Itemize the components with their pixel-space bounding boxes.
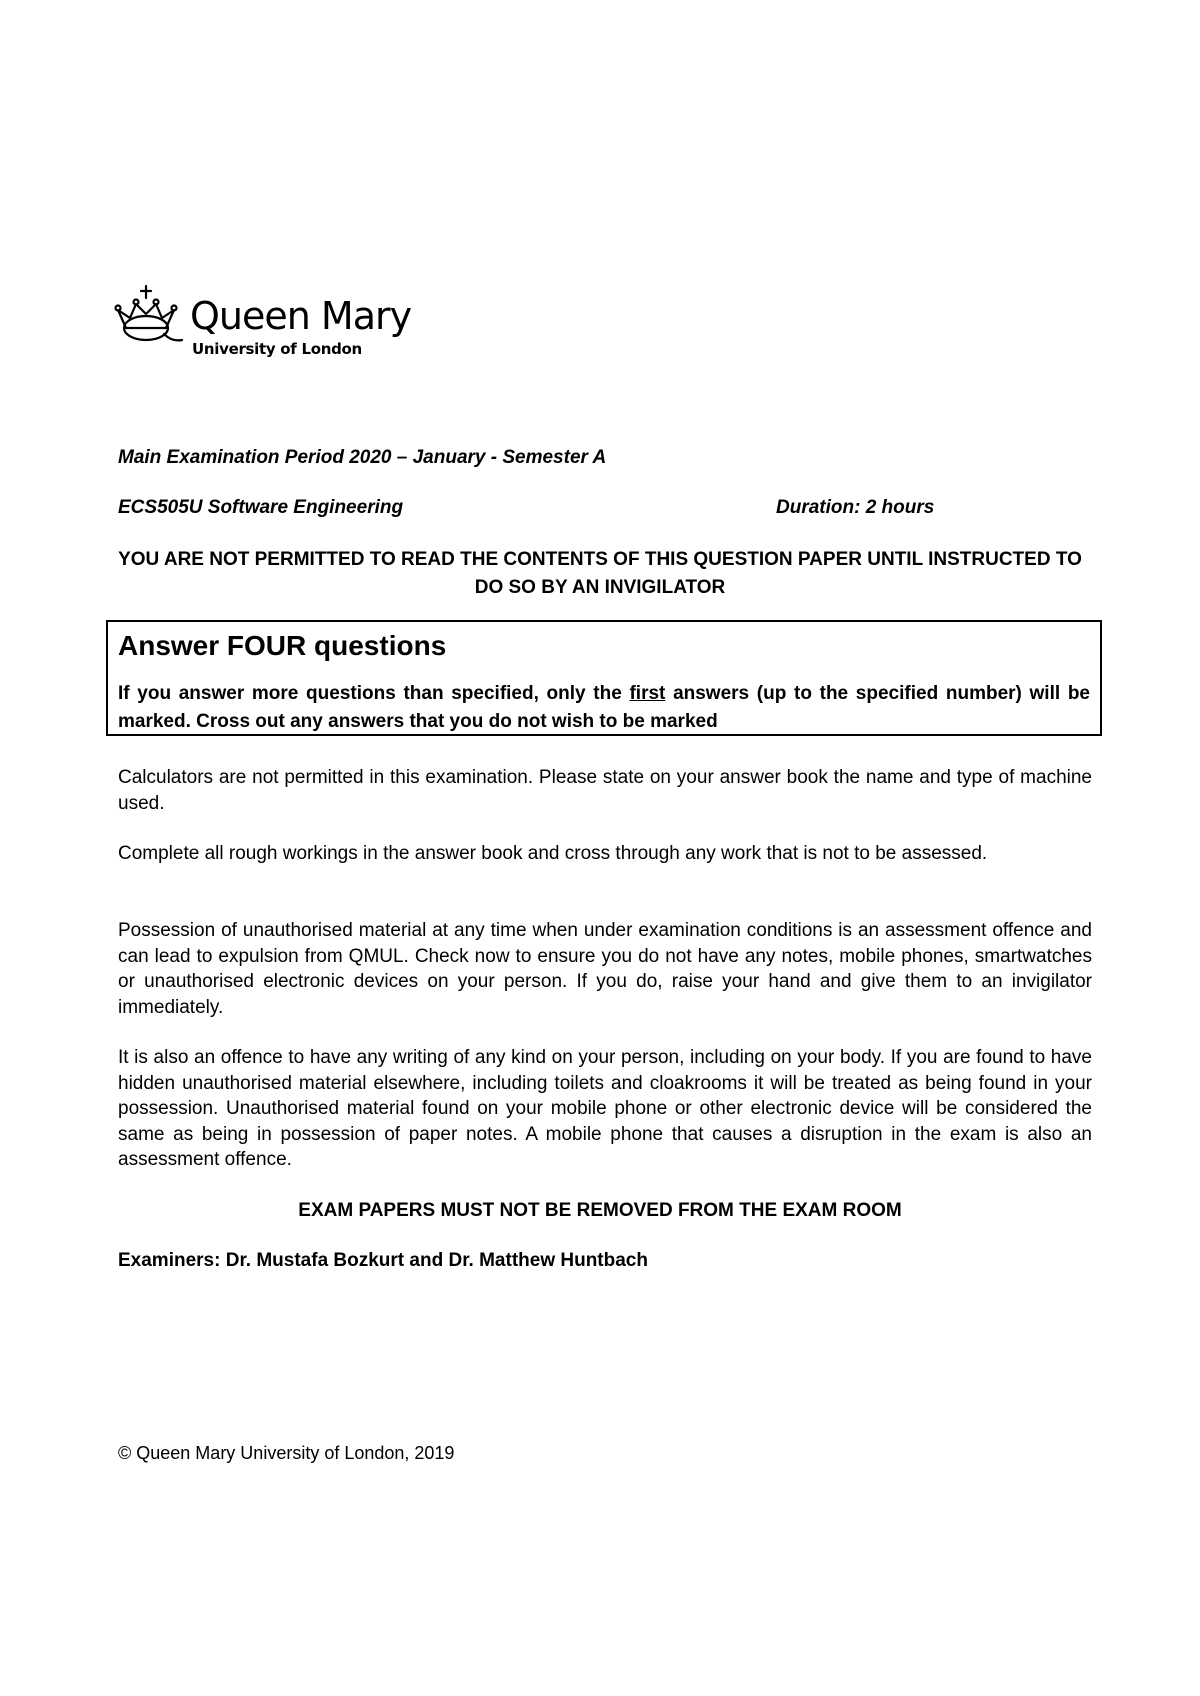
calculator-paragraph: Calculators are not permitted in this examination. Please state on your answer book the name and type of machine used.	[118, 767, 1092, 814]
instructions-title: Answer FOUR questions	[118, 630, 447, 661]
rough-work-paragraph: Complete all rough workings in the answer book and cross through any work that is not to be assessed.	[118, 843, 988, 864]
exam-period: Main Examination Period 2020 – January - Semester A	[118, 447, 607, 468]
reading-warning: YOU ARE NOT PERMITTED TO READ THE CONTENTS OF THIS QUESTION PAPER UNTIL INSTRUCTED TO DO SO BY AN INVIGILATOR	[118, 549, 1082, 598]
offence-paragraph: It is also an offence to have any writing of any kind on your person, including on your body. If you are found to have hidden unauthorised material elsewhere, including toilets and cloakrooms it will be treated as being found in your possession. Unauthorised material found on your mobile phone or other electronic device will be considered the same as being in possession of paper notes. A mobile phone that causes a disruption in the exam is also an assessment offence.	[118, 1047, 1092, 1170]
copyright-notice: © Queen Mary University of London, 2019	[118, 1443, 455, 1463]
unauthorised-material-paragraph: Possession of unauthorised material at any time when under examination conditions is an assessment offence and can lead to expulsion from QMUL. Check now to ensure you do not have any notes, mobile phones, smartwatches or unauthorised electronic devices on your person. If you do, raise your hand and give them to an invigilator immediately.	[118, 920, 1092, 1018]
course-title: ECS505U Software Engineering	[118, 497, 404, 518]
exam-room-notice: EXAM PAPERS MUST NOT BE REMOVED FROM THE EXAM ROOM	[298, 1200, 902, 1221]
instructions-text	[118, 680, 1090, 736]
university-logo	[112, 280, 412, 360]
crown-q-logo-icon	[112, 284, 184, 348]
exam-duration: Duration: 2 hours	[776, 497, 935, 518]
instructions-text-part2: answers (up to the specified number) will be marked. Cross out any answers that you do not wish to be marked	[118, 683, 1090, 732]
instructions-text-underlined: first	[629, 683, 666, 704]
institution-subtitle: University of London	[192, 340, 362, 358]
examiners-line: Examiners: Dr. Mustafa Bozkurt and Dr. Matthew Huntbach	[118, 1250, 648, 1271]
institution-name: Queen Mary	[190, 294, 412, 338]
instructions-text-part1: If you answer more questions than specified, only the	[118, 683, 630, 704]
instructions-box	[106, 620, 1102, 736]
